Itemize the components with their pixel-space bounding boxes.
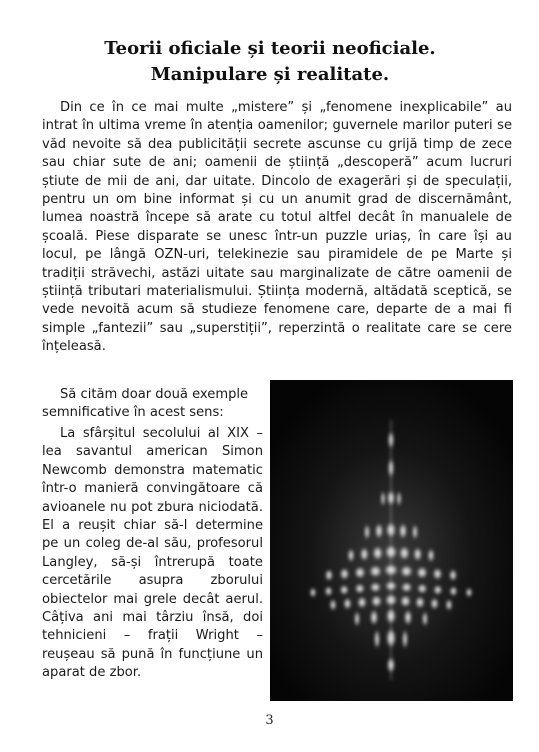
glow-spot [402,629,408,649]
glow-spot [374,629,380,649]
glow-spot [433,568,442,580]
title-line-2: Manipulare și realitate. [150,64,390,85]
newcomb-paragraph: La sfârșitul secolului al XIX – lea savantul american Simon Newcomb demonstra matematic într-o manieră convingătoare că avioanele nu pot zbura niciodată. El a reușit chiar să-l determine pe un coleg de-al său, profesorul Langley, să-și întrerupă toate cercetările asupra zborului obiectelor mai grele decât aerul. Câțiva ani mai târziu însă, doi tehnicieni – frații Wright – reușeau să pună în funcțiune un aparat de zbor. [42,426,263,681]
glow-spot [325,569,333,581]
intro-paragraph: Din ce în ce mai multe „mistere” și „fenomene inexplicabile” au intrat în ultima vreme în atenția oamenilor; guvernele marilor puteri se văd nevoite să dea publicității secrete ascunse cu grijă timp de zece sau chiar sute de ani; oamenii de știință „descoperă” acum lucruri știute de mii de ani, dar uitate. Dincolo de exagerări și de speculații, pentru un om bine informat și cu un anumit grad de discernământ, lumea noastră începe să arate cu totul altfel decât în manualele de școală. Piese disparate se unesc într-un puzzle uriaș, în care își au locul, pe lângă OZN-uri, telekinezie sau piramidele de pe Marte și tradiții străvechi, astăzi uitate sau marginalizate de către oamenii de știință tributari materialismului. Știința modernă, altădată sceptică, se vede nevoită acum să studieze fenomene care, departe de a mai fi simple „fantezii” sau „superstiții”, reperzintă o realitate care se cere înțeleasă. [42,100,512,355]
page-title [60,36,480,88]
glow-spot [413,547,421,561]
glow-spot [450,586,458,596]
glow-spot [375,523,383,539]
glow-spot [415,596,424,608]
glow-spot [340,568,349,580]
glow-spot [370,582,381,592]
glow-spot [404,609,412,625]
glow-spot [400,565,412,577]
glow-spot [373,546,383,560]
glow-spot [422,611,428,627]
page-number: 3 [265,713,274,728]
glow-spot [355,567,366,579]
glow-spot [401,582,412,592]
glow-spot [344,598,352,610]
cymatics-photo [270,380,513,701]
glow-spot [428,548,435,562]
glow-spot [340,585,349,595]
vibration-pattern-image [270,380,513,701]
glow-spot [431,598,439,610]
glow-spot [417,567,428,579]
glow-spot [446,599,453,611]
glow-spot [400,595,411,607]
glow-spot [357,596,366,608]
glow-spot [433,585,442,595]
glow-spot [354,611,360,627]
glow-spot [397,491,402,507]
glow-spot [371,595,382,607]
glow-spot [412,524,418,540]
glow-spot [381,491,386,507]
title-line-1: Teorii oficiale și teorii neoficiale. [104,38,436,59]
glow-spot [399,546,409,560]
glow-spot [330,599,337,611]
glow-spot [348,548,355,562]
glow-spot [325,586,333,596]
glow-spot [310,588,317,598]
glow-spot [399,523,407,539]
glow-spot [364,524,370,540]
glow-spot [369,565,381,577]
glow-spot [370,609,378,625]
glow-spot [360,547,368,561]
glow-spot [355,584,365,594]
glow-spot [449,569,457,581]
examples-paragraph: Să cităm doar două exemple semnificative în acest sens: [42,387,249,421]
glow-spot [417,584,427,594]
glow-spot [466,588,473,598]
